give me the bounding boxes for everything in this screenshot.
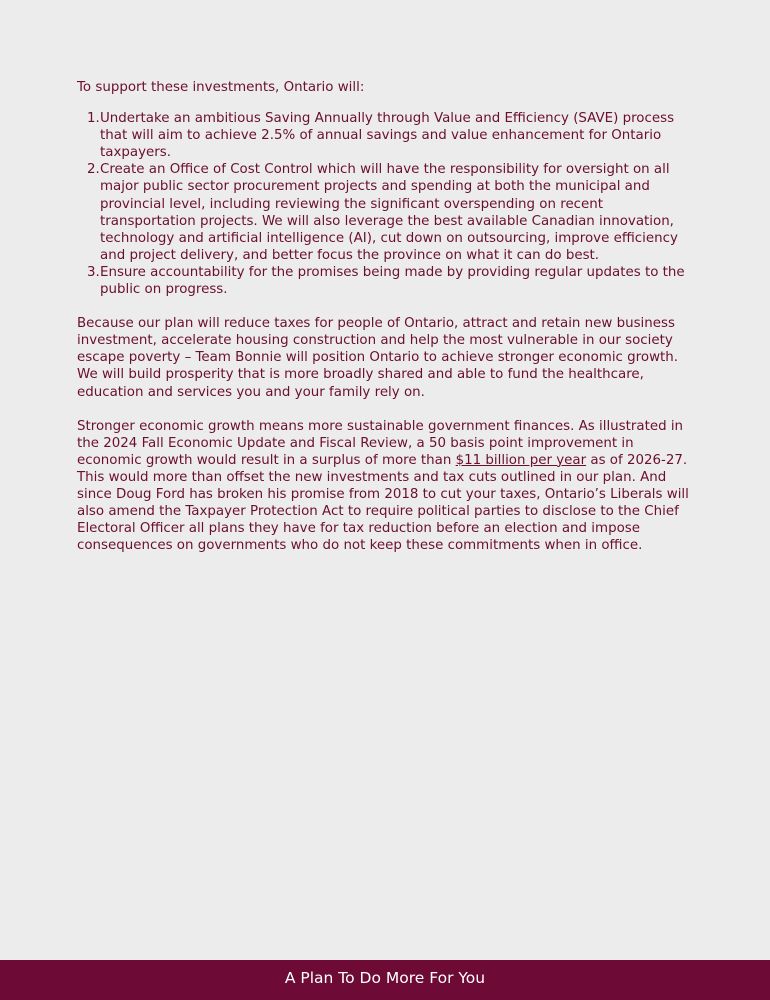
list-item [77, 264, 689, 298]
list-item [77, 110, 689, 161]
list-number: 1. [87, 111, 100, 127]
footer-tagline: A Plan To Do More For You [284, 969, 486, 987]
document-body [77, 79, 689, 571]
growth-paragraph: Because our plan will reduce taxes for people of Ontario, attract and retain new business investment, accelerate housing construction and help the most vulnerable in our society escape poverty – Team Bonnie will position Ontario to achieve stronger economic growth. We will build prosperity that is more broadly shared and able to fund the healthcare, education and services you and your family rely on. [77, 316, 679, 400]
finances-paragraph [77, 418, 689, 555]
finances-text-before: Stronger economic growth means more sustainable government finances. As illustrated in the 2024 Fall Economic Update and Fiscal Review, a 50 basis point improvement in economic growth would result in a surplus of more than [77, 418, 684, 468]
intro-text: To support these investments, Ontario will: [77, 80, 365, 95]
footer-banner [0, 960, 770, 1000]
surplus-link[interactable]: $11 billion per year [455, 452, 587, 468]
finances-text-after: as of 2026-27. This would more than offset the new investments and tax cuts outlined in our plan. And since Doug Ford has broken his promise from 2018 to cut your taxes, Ontario’s Liberals will also amend the Taxpayer Protection Act to require political parties to disclose to the Chief Electoral Officer all plans they have for tax reduction before an election and impose consequences on governments who do not keep these commitments when in office. [77, 452, 689, 554]
list-item-text: Create an Office of Cost Control which will have the responsibility for oversight on all major public sector procurement projects and spending at both the municipal and provincial level, including reviewing the significant overspending on recent transportation projects. We will also leverage the best available Canadian innovation, technology and artificial intelligence (AI), cut down on outsourcing, improve efficiency and project delivery, and better focus the province on what it can do best. [100, 162, 678, 263]
list-item-text: Ensure accountability for the promises being made by providing regular updates to the public on progress. [100, 264, 685, 298]
list-number: 3. [87, 264, 100, 280]
action-list [77, 110, 689, 298]
list-item-text: Undertake an ambitious Saving Annually through Value and Efficiency (SAVE) process that will aim to achieve 2.5% of annual savings and value enhancement for Ontario taxpayers. [100, 111, 675, 161]
list-number: 2. [87, 162, 100, 178]
list-item [77, 161, 689, 264]
